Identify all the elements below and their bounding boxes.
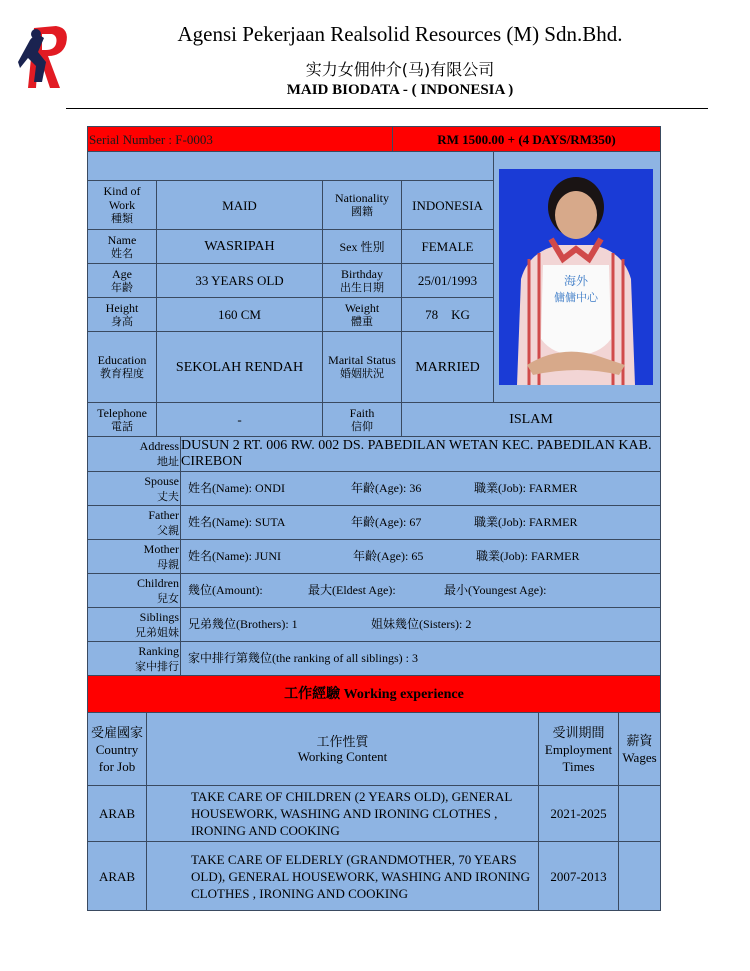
birthday-label [322,263,402,298]
kind-label-cn: 種類 [111,212,133,225]
age-label-en: Age [112,266,132,281]
faith-label-cn: 信仰 [351,419,373,433]
birthday-label-en: Birthday [341,266,383,281]
col-times-cn: 受训期間 [552,724,605,740]
ranking-value: 家中排行第幾位(the ranking of all siblings) : 3 [188,651,418,665]
marital-label-en: Marital Status [328,353,396,367]
spouse-name: 姓名(Name): ONDI [188,481,285,495]
name-value: WASRIPAH [156,229,323,264]
serial-number: Serial Number : F-0003 [87,126,393,152]
price: RM 1500.00 + (4 DAYS/RM350) [392,126,661,152]
col-wages-header [618,712,661,786]
children-info [180,573,661,608]
children-eldest: 最大(Eldest Age): [308,583,396,597]
height-label-en: Height [105,300,139,315]
father-info [180,505,661,540]
nationality-label-en: Nationality [335,191,389,205]
faith-label-en: Faith [349,405,375,420]
kind-of-work-label [87,180,157,230]
education-value: SEKOLAH RENDAH [156,331,323,403]
height-value: 160 CM [156,297,323,332]
col-content-cn: 工作性質 [316,734,369,749]
blank-row [87,151,494,181]
father-job: 職業(Job): FARMER [474,515,578,529]
name-label-cn: 姓名 [111,246,133,260]
svg-text:傭傭中心: 傭傭中心 [554,291,598,304]
ranking-info [180,641,661,676]
weight-value: 78 KG [401,297,494,332]
exp-times: 2021-2025 [538,785,619,842]
spouse-label-en: Spouse [144,473,179,488]
birthday-label-cn: 出生日期 [340,280,384,294]
spouse-info [180,471,661,506]
spouse-label [87,471,181,506]
father-age: 年齡(Age): 67 [351,515,422,529]
spouse-job: 職業(Job): FARMER [474,481,578,495]
education-label-cn: 教育程度 [100,367,144,380]
header-divider [66,108,708,109]
kind-label-en: Kind of Work [103,184,141,212]
marital-label-cn: 婚姻狀況 [340,367,384,380]
kind-of-work-value: MAID [156,180,323,230]
father-name: 姓名(Name): SUTA [188,515,286,529]
exp-country: ARAB [87,785,147,842]
ranking-label-en: Ranking [138,643,179,658]
nationality-value: INDONESIA [401,180,494,230]
siblings-label-cn: 兄弟姐妹 [135,625,179,639]
siblings-label [87,607,181,642]
children-youngest: 最小(Youngest Age): [444,583,547,597]
col-country-header: 受雇國家 Country for Job [87,712,147,786]
mother-label-cn: 母親 [157,557,179,571]
birthday-value: 25/01/1993 [401,263,494,298]
siblings-brothers: 兄弟幾位(Brothers): 1 [188,617,298,631]
nationality-label [322,180,402,230]
col-content-header [146,712,539,786]
faith-value: ISLAM [401,402,661,437]
ranking-label-cn: 家中排行 [135,659,179,673]
children-amount: 幾位(Amount): [188,583,263,597]
children-label [87,573,181,608]
mother-label-en: Mother [143,541,179,556]
telephone-label-en: Telephone [97,405,147,420]
age-value: 33 YEARS OLD [156,263,323,298]
col-wages-cn: 薪資 [626,733,653,748]
col-wages-en: Wages [622,750,657,765]
maid-photo-image [499,169,653,385]
mother-job: 職業(Job): FARMER [476,549,580,563]
height-label [87,297,157,332]
working-experience-title: 工作經驗 Working experience [87,675,661,713]
company-chinese-name: 实力女佣仲介(马)有限公司 [305,60,495,79]
col-content-en: Working Content [297,749,388,764]
mother-age: 年齡(Age): 65 [353,549,424,563]
mother-name: 姓名(Name): JUNI [188,549,281,563]
telephone-label-cn: 電話 [111,419,133,433]
father-label-cn: 父親 [157,523,179,537]
telephone-label [87,402,157,437]
address-label-cn: 地址 [157,455,179,468]
svg-text:海外: 海外 [563,274,589,288]
company-logo [16,22,72,92]
weight-label [322,297,402,332]
document-subtitle: MAID BIODATA - ( INDONESIA ) [286,82,514,98]
children-label-cn: 兒女 [157,591,179,605]
exp-wages [618,785,661,842]
exp-country: ARAB [87,841,147,911]
father-label-en: Father [148,507,179,522]
name-label [87,229,157,264]
siblings-info [180,607,661,642]
mother-label [87,539,181,574]
exp-wages [618,841,661,911]
col-times-en: Employment Times [544,741,613,774]
sex-value: FEMALE [401,229,494,264]
weight-label-en: Weight [344,300,380,315]
marital-status-value: MARRIED [401,331,494,403]
spouse-label-cn: 丈夫 [157,489,179,503]
maid-photo [499,169,653,385]
siblings-sisters: 姐妹幾位(Sisters): 2 [371,617,472,631]
height-label-cn: 身高 [111,314,133,328]
nationality-label-cn: 國籍 [351,205,373,218]
faith-label [322,402,402,437]
col-times-header [538,712,619,786]
weight-label-cn: 體重 [351,314,373,328]
exp-times: 2007-2013 [538,841,619,911]
siblings-label-en: Siblings [139,609,179,624]
address-label-en: Address [139,439,179,453]
age-label-cn: 年齡 [111,280,133,294]
father-label [87,505,181,540]
education-label [87,331,157,403]
address-value: DUSUN 2 RT. 006 RW. 002 DS. PABEDILAN WETAN KEC. PABEDILAN KAB. CIREBON [180,436,661,472]
ranking-label [87,641,181,676]
company-name: Agensi Pekerjaan Realsolid Resources (M) Sdn.Bhd. [177,22,623,46]
exp-content: TAKE CARE OF ELDERLY (GRANDMOTHER, 70 YEARS OLD), GENERAL HOUSEWORK, WASHING AND IRONING CLOTHES , IRONING AND COOKING [146,841,539,911]
education-label-en: Education [97,353,147,367]
sex-label: Sex 性別 [322,229,402,264]
marital-status-label [322,331,402,403]
age-label [87,263,157,298]
address-label [87,436,181,472]
mother-info [180,539,661,574]
children-label-en: Children [137,575,179,590]
telephone-value: - [156,402,323,437]
exp-content: TAKE CARE OF CHILDREN (2 YEARS OLD), GENERAL HOUSEWORK, WASHING AND IRONING CLOTHES , IRONING AND COOKING [146,785,539,842]
spouse-age: 年齡(Age): 36 [351,481,422,495]
name-label-en: Name [107,232,137,247]
